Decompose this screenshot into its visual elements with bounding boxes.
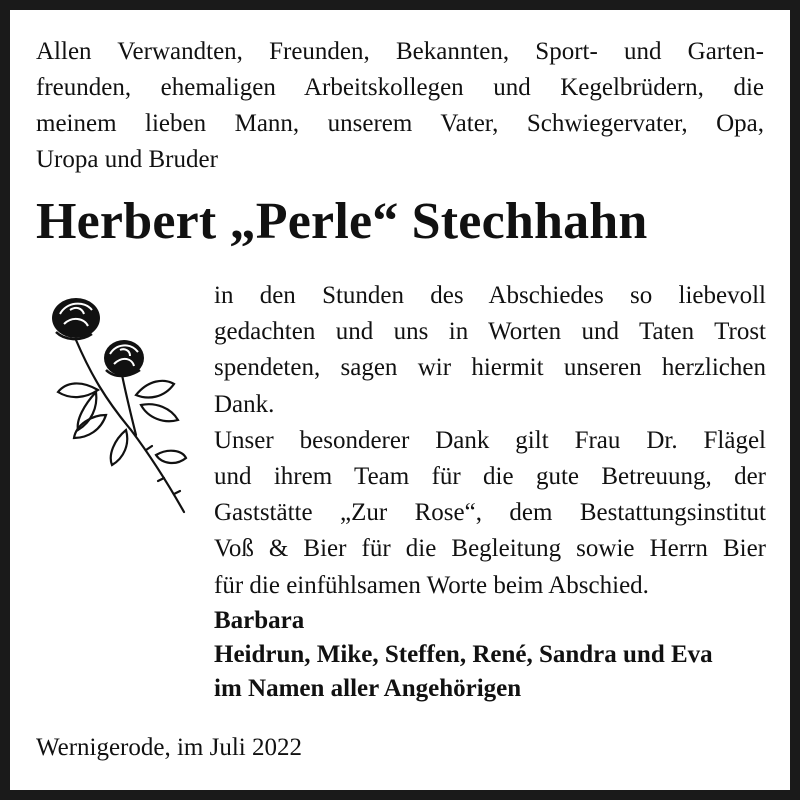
obituary-card: [10, 10, 790, 790]
intro-text: [36, 34, 764, 178]
rose-icon: [36, 280, 196, 520]
thanks-line: und ihrem Team für die gute Betreuung, der: [214, 463, 766, 491]
thanks-line: gedachten und uns in Worten und Taten Trost: [214, 318, 766, 346]
intro-line: Allen Verwandten, Freunden, Bekannten, Sport- und Garten-: [36, 38, 764, 65]
signature-line: Heidrun, Mike, Steffen, René, Sandra und Eva: [214, 641, 713, 668]
thanks-line: Unser besonderer Dank gilt Frau Dr. Flägel: [214, 426, 766, 454]
intro-line: Uropa und Bruder: [36, 146, 218, 173]
signature-line: Barbara: [214, 607, 305, 634]
thanks-line: spendeten, sagen wir hiermit unseren herzlichen: [214, 354, 766, 382]
thanks-text: [214, 278, 766, 604]
thanks-line: Voß & Bier für die Begleitung sowie Herrn Bier: [214, 535, 766, 563]
place-date: Wernigerode, im Juli 2022: [36, 734, 302, 761]
signatures: [214, 604, 774, 706]
thanks-line: in den Stunden des Abschiedes so liebevoll: [214, 282, 766, 309]
thanks-line: Dank.: [214, 390, 275, 418]
deceased-name: Herbert „Perle“ Stechhahn: [36, 193, 648, 250]
intro-line: freunden, ehemaligen Arbeitskollegen und Kegelbrüdern, die: [36, 74, 764, 101]
intro-line: meinem lieben Mann, unserem Vater, Schwiegervater, Opa,: [36, 110, 764, 137]
signature-line: im Namen aller Angehörigen: [214, 675, 522, 702]
thanks-line: Gaststätte „Zur Rose“, dem Bestattungsinstitut: [214, 499, 766, 527]
thanks-line: für die einfühlsamen Worte beim Abschied.: [214, 571, 649, 599]
